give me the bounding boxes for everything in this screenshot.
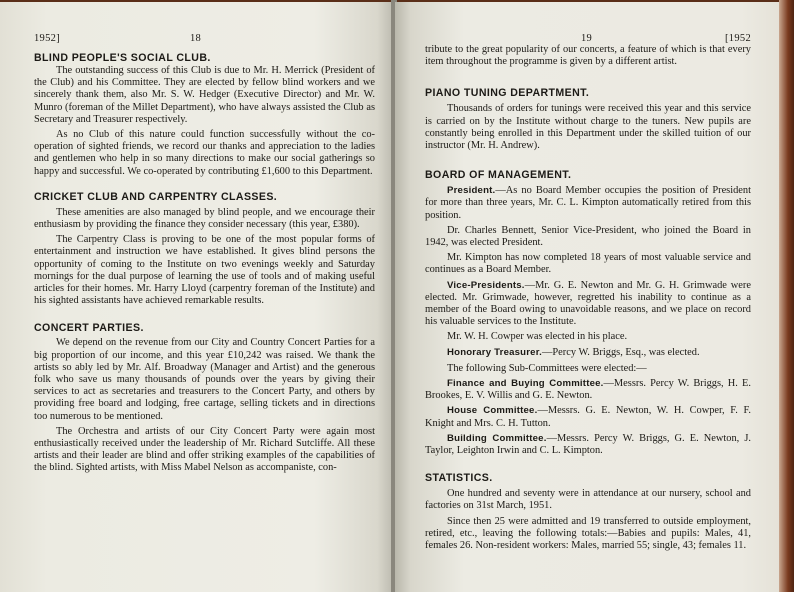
carpentry-paragraph: The Carpentry Class is proving to be one of the most popular forms of entertainment and instruction we have established. It gives blind persons the opportunity of coming to the Institute on two evenings weekly and Saturday mornings for the dual purpose of learning the use of tools and of making useful articles for their homes. Mr. Harry Lloyd (carpentry foreman of the Institute) and his sighted assistants have achieved remarkable results. (34, 234, 375, 307)
heading-statistics: STATISTICS. (425, 472, 493, 485)
treasurer-text: —Percy W. Briggs, Esq., was elected. (541, 346, 700, 358)
president-text: —As no Board Member occupies the position of President for more than three years, Mr. C. L. Kimpton automatically retired from this position. (425, 185, 751, 221)
vice-presidents-label: Vice-Presidents. (447, 279, 525, 291)
concert-paragraph-1: We depend on the revenue from our City and Country Concert Parties for a big proportion of our income, and this year £10,242 was raised. We thank the artists so ably led by Mr. Alf. Broadway (Manager and Artist) and the generous folk who save us many thousands of pounds over the years by giving their services to act as secretaries and treasurers to the Concert Party, and others by providing free board and lodging, free cartage, selling tickets and in directions too numerous to be mentioned. (34, 337, 375, 422)
left-page-number: 18 (190, 33, 202, 44)
heading-concert-parties: CONCERT PARTIES. (34, 322, 144, 335)
vice-presidents-text: —Mr. G. E. Newton and Mr. G. H. Grimwade were elected. Mr. Grimwade, however, regretted his inability to continue as a member of the Board owing to unavoidable reasons, and we place on record his valuable services to the Institute. (425, 279, 751, 328)
heading-cricket-club: CRICKET CLUB AND CARPENTRY CLASSES. (34, 190, 278, 203)
heading-social-club: BLIND PEOPLE'S SOCIAL CLUB. (34, 52, 211, 64)
book-cover-edge (779, 0, 794, 592)
left-year: 1952] (34, 33, 60, 44)
building-committee-text: —Messrs. Percy W. Briggs, G. E. Newton, J. Taylor, Leighton Irwin and C. L. Kimpton. (425, 432, 751, 457)
treasurer-paragraph (425, 347, 751, 359)
finance-committee-text: —Messrs. Percy W. Briggs, H. E. Brookes, E. V. Willis and G. E. Newton. (425, 378, 751, 402)
piano-paragraph: Thousands of orders for tunings were received this year and this service is carried on by the Institute without charge to the tuners. New pupils are constantly being enrolled in this Department under the skilled tuition of our instructor (Mr. H. Andrew). (425, 103, 751, 152)
board-paragraph-7: The following Sub-Committees were elected:— (447, 362, 647, 374)
concert-paragraph-2: The Orchestra and artists of our City Concert Party were again most enthusiastically received under the leadership of Mr. Richard Sutcliffe. All these artists and their leader are blind and offer striking examples of the capabilities of the blind. Sighted artists, with Miss Mabel Nelson as accompaniste, con- (34, 425, 375, 474)
right-content (425, 44, 751, 552)
vice-presidents-paragraph (425, 280, 751, 329)
social-club-paragraph-1: The outstanding success of this Club is due to Mr. H. Merrick (President of the Club) and his Committee. They are elected by fellow blind workers and we sincerely thank them, also Mr. S. W. Hedger (Executive Director) and Mr. W. Munro (foreman of the Millet Department), who have always assisted the Club as Secretary and Treasurer respectively. (34, 65, 375, 125)
board-paragraph-5: Mr. W. H. Cowper was elected in his place. (447, 331, 628, 343)
right-page (395, 2, 779, 592)
house-committee-text: —Messrs. G. E. Newton, W. H. Cowper, F. F. Knight and Mrs. C. H. Tutton. (425, 405, 751, 429)
house-committee-label: House Committee. (447, 405, 538, 417)
building-committee-label: Building Committee. (447, 432, 547, 444)
building-committee-paragraph (425, 433, 751, 457)
concert-continuation: tribute to the great popularity of our concerts, a feature of which is that every item throughout the programme is given by a different artist. (425, 44, 751, 68)
heading-board: BOARD OF MANAGEMENT. (425, 169, 572, 182)
treasurer-label: Honorary Treasurer. (447, 346, 542, 358)
statistics-paragraph-1: One hundred and seventy were in attendance at our nursery, school and factories on 31st March, 1951. (425, 488, 751, 512)
president-paragraph (425, 185, 751, 222)
cricket-paragraph-1: These amenities are also managed by blind people, and we encourage their enthusiasm by providing the finance they consider necessary (this year, £380). (34, 206, 375, 231)
social-club-paragraph-2: As no Club of this nature could function successfully without the co-operation of sighted friends, we record our thanks and appreciation to the ladies and gentlemen who help in so many directions to make our social gatherings so happy and successful. We co-operated by contributing £1,600 to this Department. (34, 129, 375, 177)
president-label: President. (447, 185, 496, 197)
board-paragraph-3: Mr. Kimpton has now completed 18 years of most valuable service and continues as a Board Member. (425, 252, 751, 276)
finance-committee-label: Finance and Buying Committee. (447, 378, 604, 390)
right-year: [1952 (725, 33, 751, 44)
heading-piano-tuning: PIANO TUNING DEPARTMENT. (425, 87, 590, 100)
board-paragraph-2: Dr. Charles Bennett, Senior Vice-President, who joined the Board in 1942, was elected President. (425, 224, 751, 249)
statistics-paragraph-2: Since then 25 were admitted and 19 transferred to outside employment, retired, etc., leaving the following totals:—Babies and pupils: Males, 41, females 26. Non-resident workers: Males, married 55; single, 43; females 11. (425, 515, 751, 552)
finance-committee-paragraph (425, 378, 751, 402)
house-committee-paragraph (425, 405, 751, 429)
left-page (0, 2, 393, 592)
right-page-number: 19 (581, 33, 593, 44)
left-content (34, 51, 375, 475)
